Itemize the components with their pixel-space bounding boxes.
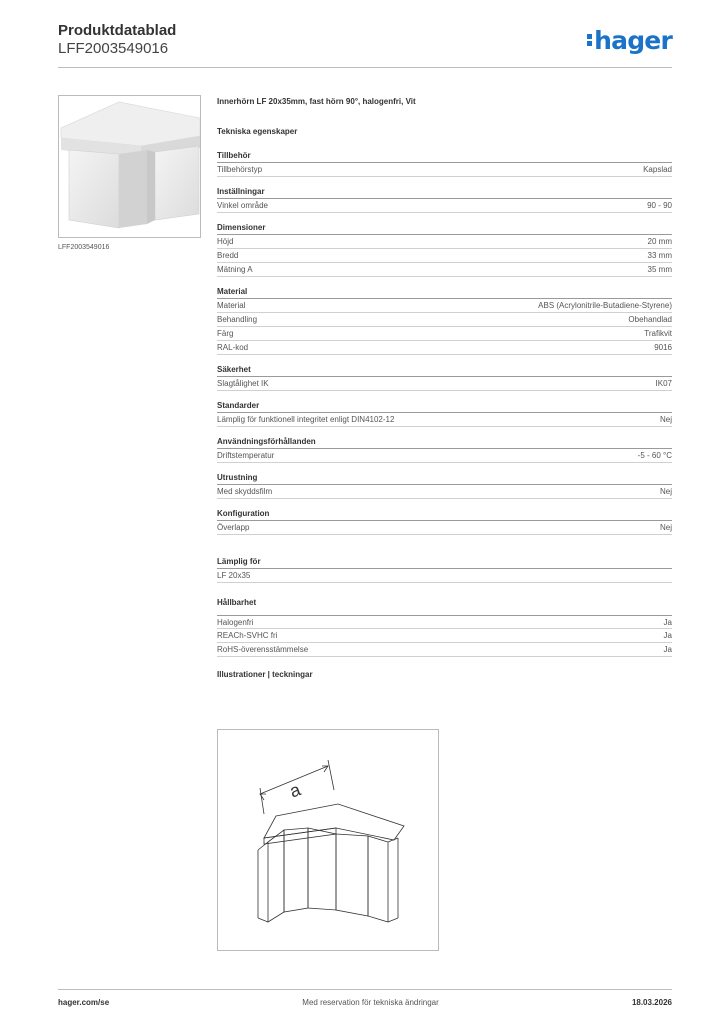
section-title: Tillbehör: [217, 150, 672, 163]
footer-date: 18.03.2026: [631, 998, 672, 1007]
spec-value: Obehandlad: [628, 315, 672, 324]
page-footer: [58, 989, 672, 1007]
spec-section: [217, 508, 672, 535]
spec-row: [217, 569, 672, 583]
spec-label: Halogenfri: [217, 618, 254, 627]
spec-section: [217, 400, 672, 427]
spec-value: Trafikvit: [644, 329, 672, 338]
footer-note: Med reservation för tekniska ändringar: [302, 998, 439, 1007]
section-title: Säkerhet: [217, 364, 672, 377]
spec-value: Ja: [663, 645, 672, 654]
product-id: LFF2003549016: [58, 40, 169, 57]
specs-heading: Tekniska egenskaper: [217, 127, 298, 136]
spec-label: REACh-SVHC fri: [217, 631, 278, 640]
product-image: [58, 95, 201, 238]
spec-value: Ja: [663, 618, 672, 627]
spec-value: Nej: [659, 523, 672, 532]
page-title: Produktdatablad: [58, 22, 177, 39]
spec-value: 9016: [654, 343, 672, 352]
spec-value: IK07: [655, 379, 672, 388]
spec-section: [217, 436, 672, 463]
corner-drawing-icon: [218, 730, 440, 952]
spec-sections: [217, 150, 672, 535]
illustrations-heading: Illustrationer | teckningar: [217, 670, 313, 679]
spec-label: Driftstemperatur: [217, 451, 275, 460]
spec-label: Vinkel område: [217, 201, 268, 210]
logo-dots-icon: [587, 32, 592, 48]
sustainability-section: [217, 597, 672, 657]
dimension-label: a: [286, 779, 304, 802]
section-title: Hållbarhet: [217, 598, 257, 607]
spec-label: Lämplig för funktionell integritet enligt DIN4102-12: [217, 415, 395, 424]
product-image-caption: LFF2003549016: [58, 244, 110, 251]
spec-value: 20 mm: [647, 237, 672, 246]
spec-section: [217, 286, 672, 355]
spec-row: [217, 299, 672, 313]
spec-row: [217, 341, 672, 355]
spec-section: [217, 186, 672, 213]
spec-row: [217, 615, 672, 629]
section-title: Användningsförhållanden: [217, 436, 672, 449]
section-title: Inställningar: [217, 186, 672, 199]
spec-label: Bredd: [217, 251, 239, 260]
spec-section: [217, 472, 672, 499]
spec-label: Tillbehörstyp: [217, 165, 263, 174]
section-title: Material: [217, 286, 672, 299]
spec-section: [217, 150, 672, 177]
spec-value: 90 - 90: [647, 201, 672, 210]
product-description: Innerhörn LF 20x35mm, fast hörn 90°, halogenfri, Vit: [217, 97, 416, 106]
spec-row: [217, 413, 672, 427]
spec-value: -5 - 60 °C: [637, 451, 672, 460]
spec-row: [217, 235, 672, 249]
spec-value: Nej: [659, 415, 672, 424]
spec-label: Slagtålighet IK: [217, 379, 269, 388]
spec-label: RoHS-överensstämmelse: [217, 645, 309, 654]
spec-content: [217, 96, 672, 683]
section-title: Standarder: [217, 400, 672, 413]
spec-label: Mätning A: [217, 265, 253, 274]
spec-row: [217, 263, 672, 277]
spec-row: [217, 249, 672, 263]
spec-value: 33 mm: [647, 251, 672, 260]
section-title: Utrustning: [217, 472, 672, 485]
spec-row: [217, 327, 672, 341]
section-title: Konfiguration: [217, 508, 672, 521]
spec-label: RAL-kod: [217, 343, 249, 352]
footer-url[interactable]: hager.com/se: [58, 998, 110, 1007]
spec-row: [217, 485, 672, 499]
spec-row: [217, 643, 672, 657]
suitable-section: [217, 556, 672, 583]
spec-value: Nej: [659, 487, 672, 496]
spec-row: [217, 199, 672, 213]
technical-drawing: [217, 729, 439, 951]
spec-row: [217, 163, 672, 177]
spec-row: [217, 521, 672, 535]
spec-label: Höjd: [217, 237, 234, 246]
spec-label: Med skyddsfilm: [217, 487, 273, 496]
spec-label: Material: [217, 301, 246, 310]
section-title: Lämplig för: [217, 556, 672, 569]
spec-value: Ja: [663, 631, 672, 640]
spec-row: [217, 629, 672, 643]
spec-value: ABS (Acrylonitrile-Butadiene-Styrene): [538, 301, 672, 310]
spec-value: Kapslad: [643, 165, 672, 174]
page-header: [58, 22, 672, 68]
spec-section: [217, 364, 672, 391]
spec-label: Överlapp: [217, 523, 250, 532]
spec-row: [217, 313, 672, 327]
section-title: Dimensioner: [217, 222, 672, 235]
spec-label: Behandling: [217, 315, 258, 324]
spec-label: Färg: [217, 329, 234, 338]
spec-row: [217, 449, 672, 463]
spec-section: [217, 222, 672, 277]
spec-label: LF 20x35: [217, 571, 251, 580]
logo-text: hager: [594, 26, 672, 55]
spec-row: [217, 377, 672, 391]
hager-logo: [587, 28, 672, 54]
product-photo-icon: [59, 96, 201, 238]
spec-value: 35 mm: [647, 265, 672, 274]
